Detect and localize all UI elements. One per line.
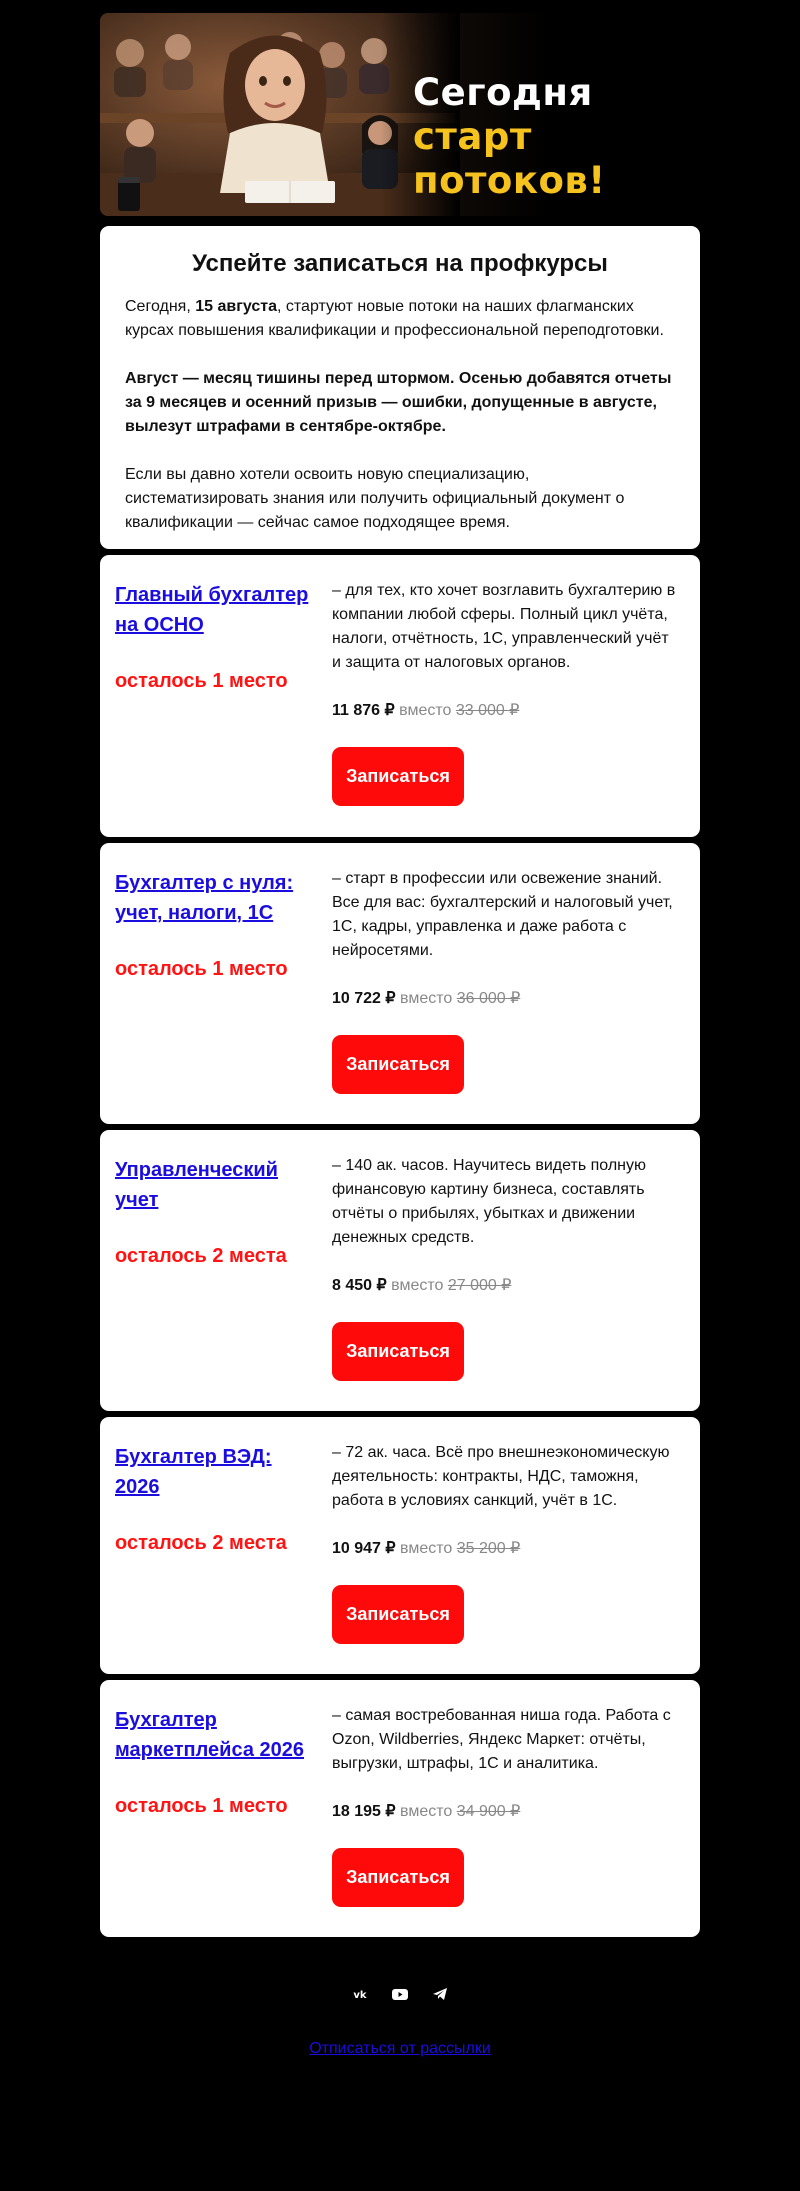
intro-p1-start: Сегодня, xyxy=(125,298,196,315)
course-header xyxy=(115,868,320,981)
intro-date: 15 августа xyxy=(195,298,277,315)
unsubscribe-link[interactable]: Отписаться от рассылки xyxy=(309,2040,491,2057)
course-details xyxy=(332,1154,682,1381)
price-instead-label: вместо xyxy=(400,990,453,1007)
price-instead-label: вместо xyxy=(399,702,452,719)
course-description: – 140 ак. часов. Научитесь видеть полную финансовую картину бизнеса, составлять отчёты о прибылях, убытках и движении денежных средств. xyxy=(332,1157,646,1246)
old-price: 36 000 ₽ xyxy=(456,990,521,1007)
old-price: 27 000 ₽ xyxy=(447,1277,512,1294)
intro-warning: Август — месяц тишины перед штормом. Осенью добавятся отчеты за 9 месяцев и осенний призыв — ошибки, допущенные в августе, вылезут штрафами в сентябре-октябре. xyxy=(125,370,672,435)
unsubscribe-row xyxy=(0,2040,800,2058)
intro-p1-end: , стартуют новые потоки на наших флагманских курсах повышения квалификации и профессиональной переподготовки. xyxy=(125,298,664,339)
social-links xyxy=(0,1984,800,2004)
course-details xyxy=(332,867,682,1094)
course-card xyxy=(100,1130,700,1411)
course-description: – для тех, кто хочет возглавить бухгалтерию в компании любой сферы. Полный цикл учёта, налоги, отчётность, 1С, управленческий учёт и защита от налоговых органов. xyxy=(332,582,676,671)
course-card xyxy=(100,843,700,1124)
course-title-link[interactable]: Бухгалтер ВЭД: 2026 xyxy=(115,1446,272,1498)
course-header xyxy=(115,580,320,693)
students-illustration xyxy=(100,13,460,216)
course-details xyxy=(332,579,682,806)
header-banner xyxy=(100,13,700,216)
svg-text:vk: vk xyxy=(352,1990,367,2001)
current-price: 8 450 ₽ xyxy=(332,1277,387,1294)
course-header xyxy=(115,1705,320,1818)
enroll-button[interactable]: Записаться xyxy=(332,1322,464,1381)
price-row xyxy=(332,1800,682,1824)
course-details xyxy=(332,1441,682,1644)
course-description: – 72 ак. часа. Всё про внешнеэкономическую деятельность: контракты, НДС, таможня, работа в условиях санкций, учёт в 1С. xyxy=(332,1444,670,1509)
price-row xyxy=(332,1537,682,1561)
course-description: – самая востребованная ниша года. Работа с Ozon, Wildberries, Яндекс Маркет: отчёты, выгрузки, штрафы, 1С и аналитика. xyxy=(332,1707,671,1772)
price-row xyxy=(332,699,682,723)
banner-title-line2: старт потоков! xyxy=(413,115,606,202)
intro-card xyxy=(100,226,700,549)
seats-remaining: осталось 1 место xyxy=(115,1795,288,1817)
old-price: 34 900 ₽ xyxy=(456,1803,521,1820)
price-instead-label: вместо xyxy=(400,1803,453,1820)
course-header xyxy=(115,1442,320,1555)
youtube-icon[interactable] xyxy=(390,1984,410,2004)
banner-headline xyxy=(413,71,700,203)
intro-heading: Успейте записаться на профкурсы xyxy=(192,250,608,277)
course-header xyxy=(115,1155,320,1268)
price-instead-label: вместо xyxy=(400,1540,453,1557)
course-title-link[interactable]: Бухгалтер с нуля: учет, налоги, 1С xyxy=(115,872,294,924)
price-row xyxy=(332,1274,682,1298)
course-title-link[interactable]: Управленческий учет xyxy=(115,1159,278,1211)
seats-remaining: осталось 1 место xyxy=(115,670,288,692)
course-card xyxy=(100,555,700,837)
current-price: 11 876 ₽ xyxy=(332,702,395,719)
intro-paragraph-2 xyxy=(125,367,675,439)
old-price: 33 000 ₽ xyxy=(455,702,520,719)
current-price: 10 722 ₽ xyxy=(332,990,396,1007)
course-details xyxy=(332,1704,682,1907)
course-description: – старт в профессии или освежение знаний. Все для вас: бухгалтерский и налоговый учет, 1С, кадры, управленка и даже работа с нейросетями. xyxy=(332,870,673,959)
course-title-link[interactable]: Бухгалтер маркетплейса 2026 xyxy=(115,1709,305,1761)
telegram-icon[interactable] xyxy=(430,1984,450,2004)
seats-remaining: осталось 1 место xyxy=(115,958,288,980)
banner-title-line1: Сегодня xyxy=(413,71,593,114)
price-row xyxy=(332,987,682,1011)
old-price: 35 200 ₽ xyxy=(456,1540,521,1557)
enroll-button[interactable]: Записаться xyxy=(332,1035,464,1094)
intro-paragraph-1 xyxy=(125,295,675,343)
current-price: 10 947 ₽ xyxy=(332,1540,396,1557)
current-price: 18 195 ₽ xyxy=(332,1803,396,1820)
enroll-button[interactable]: Записаться xyxy=(332,1848,464,1907)
seats-remaining: осталось 2 места xyxy=(115,1245,287,1267)
seats-remaining: осталось 2 места xyxy=(115,1532,287,1554)
vk-icon[interactable] xyxy=(350,1984,370,2004)
enroll-button[interactable]: Записаться xyxy=(332,1585,464,1644)
course-card xyxy=(100,1680,700,1937)
intro-paragraph-3: Если вы давно хотели освоить новую специализацию, систематизировать знания или получить официальный документ о квалификации — сейчас самое подходящее время. xyxy=(125,466,625,531)
enroll-button[interactable]: Записаться xyxy=(332,747,464,806)
price-instead-label: вместо xyxy=(391,1277,444,1294)
course-title-link[interactable]: Главный бухгалтер на ОСНО xyxy=(115,584,309,636)
course-card xyxy=(100,1417,700,1674)
